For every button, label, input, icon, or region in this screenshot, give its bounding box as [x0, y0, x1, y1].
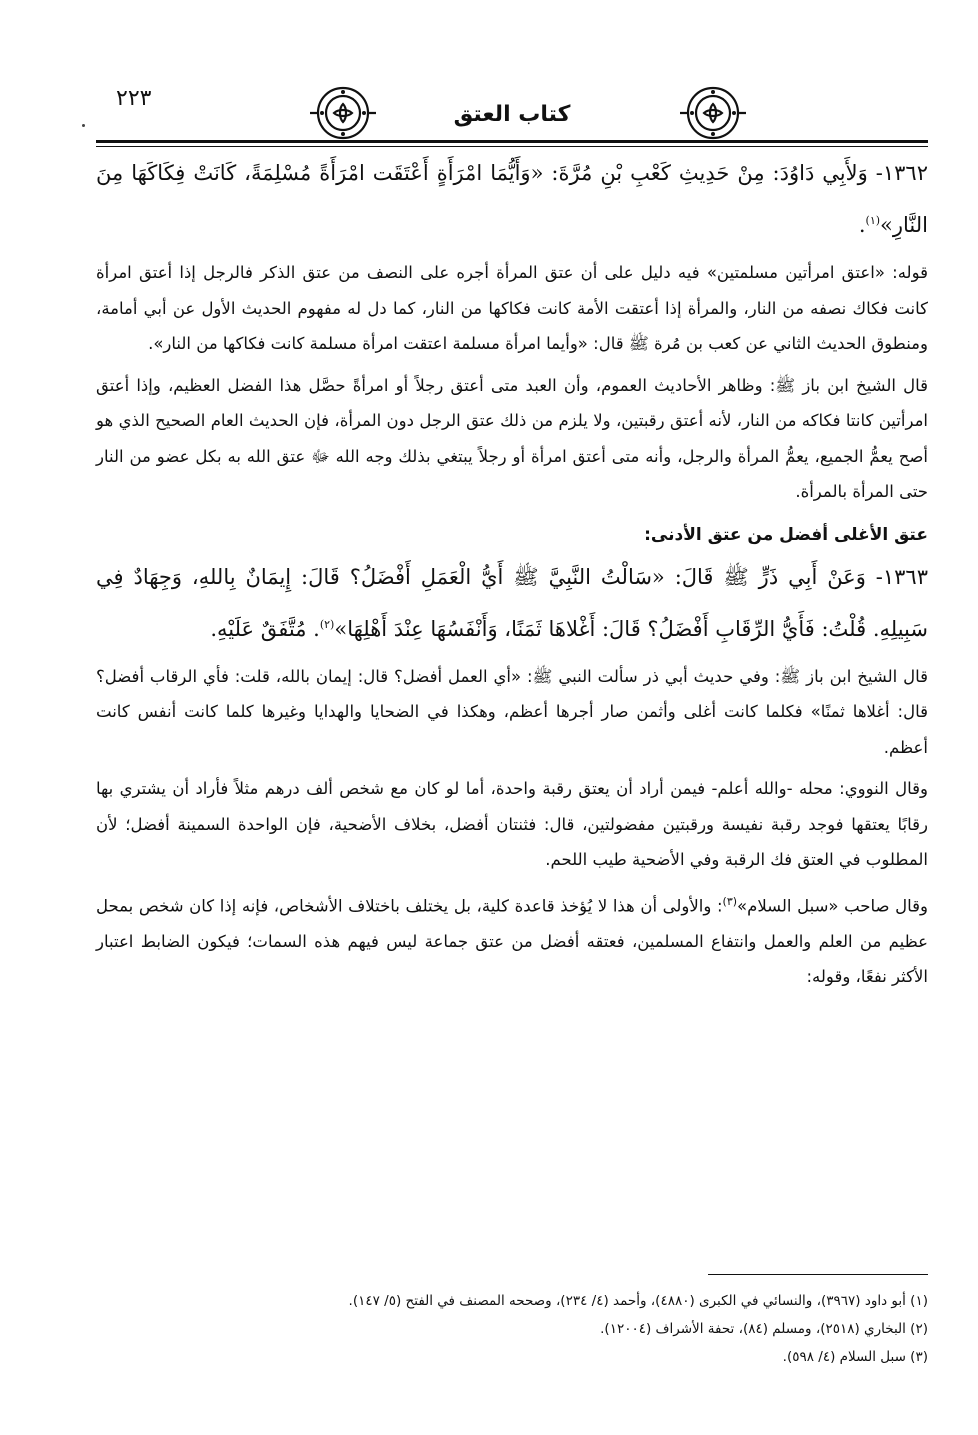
main-text: [96, 150, 928, 1001]
chapter-title: كتاب العتق: [453, 102, 571, 127]
margin-dot: [82, 124, 85, 127]
ornament-right-icon: [676, 84, 750, 142]
footnote-ref-2: (٢): [319, 617, 335, 631]
header-rule-thick: [96, 140, 928, 143]
commentary-paragraph: قوله: «اعتق امرأتين مسلمتين» فيه دليل على أن عتق المرأة أجره على النصف من عتق الذكر فالرجل إذا أعتق امرأة كانت فكاك نصفه من النار، والمرأة إذا أعتقت الأمة كانت فكاكها من النار، كما دل له مفهوم الحديث الأول عن أبي أمامة، ومنطوق الحديث الثاني عن كعب بن مُرة ﷺ قال: «وأيما امرأة مسلمة اعتقت امرأة مسلمة كانت فكاكها من النار».: [96, 263, 928, 353]
footnote-rule: [708, 1274, 928, 1275]
hadith-1362-text: ١٣٦٢- وَلأَبِي دَاوُدَ: مِنْ حَدِيثِ كَعْبِ بْنِ مُرَّةَ: «وَأَيُّمَا امْرَأَةٍ أَعْتَقَت امْرَأَةً مُسْلِمَةً، كَانَتْ فِكَاكَهَا مِنَ النَّارِ»: [96, 161, 928, 237]
footnote-ref-1: (١): [865, 214, 881, 227]
hadith-1363-text: ١٣٦٣- وَعَنْ أَبِي ذَرٍّ ﷺ قَالَ: «سَالْتُ النَّبِيَّ ﷺ أَيُّ الْعَمَلِ أَفْضَلُ؟ قَالَ: إِيمَانٌ بِاللهِ، وَجِهَادٌ فِي سَبِيلِهِ. قُلْتُ: فَأَيُّ الرِّقَابِ أَفْضَلُ؟ قَالَ: أَغْلاهَا ثَمَنًا، وَأَنْفَسُهَا عِنْدَ أَهْلِهَا»: [96, 564, 928, 641]
footnote-3: (٣) سبل السلام (٤/ ٥٩٨).: [782, 1349, 928, 1365]
running-header: [96, 80, 928, 140]
ibn-baz-paragraph-2: قال الشيخ ابن باز ﷺ: وفي حديث أبي ذر سألت النبي ﷺ: «أي العمل أفضل؟ قال: إيمان بالله، قلت: فأي الرقاب أفضل؟ قال: أغلاها ثمنًا» فكلما كانت أغلى وأثمن صار أجرها أعظم، وهكذا في الضحايا والهدايا وغيرها كلما كانت أنفس كانت أعظم.: [96, 666, 928, 757]
subul-paragraph-b: : والأولى أن هذا لا يُؤخذ قاعدة كلية، بل يختلف باختلاف الأشخاص، فإنه إذا كان شخص بمحل عظيم من العلم والعمل وانتفاع المسلمين، فعتقه أفضل من عتق جماعة ليس فيهم هذه السمات؛ فيكون الضابط اعتبار الأكثر نفعًا، وقوله:: [96, 896, 928, 986]
footnote-ref-3: (٣): [722, 894, 738, 908]
page-number: ٢٢٣: [116, 86, 152, 111]
footnote-2: (٢) البخاري (٢٥١٨)، ومسلم (٨٤)، تحفة الأشراف (١٢٠٠٤).: [600, 1321, 928, 1337]
header-rule-thin: [96, 146, 928, 147]
hadith-1362: ١٣٦٢- وَلأَبِي دَاوُدَ: مِنْ حَدِيثِ كَعْبِ بْنِ مُرَّةَ: «وَأَيُّمَا امْرَأَةٍ أَعْتَقَت امْرَأَةً مُسْلِمَةً، كَانَتْ فِكَاكَهَا مِنَ النَّارِ»$^{(١)}$.: [96, 161, 928, 237]
footnote-1: (١) أبو داود (٣٩٦٧)، والنسائي في الكبرى (٤٨٨٠)، وأحمد (٤/ ٢٣٤)، وصححه المصنف في الفتح (٥/ ١٤٧).: [348, 1293, 928, 1309]
section-heading: عتق الأغلى أفضل من عتق الأدنى:: [644, 524, 928, 545]
nawawi-paragraph: وقال النووي: محله -والله أعلم- فيمن أراد أن يعتق رقبة واحدة، أما لو كان مع شخص ألف درهم مثلاً فأراد أن يشتري بها رقابًا يعتقها فوجد رقبة نفيسة ورقبتين مفضولتين، قال: فثنتان أفضل، بخلاف الأضحية، فإن الواحدة السمينة أفضل؛ لأن المطلوب في العتق فك الرقبة وفي الأضحية طيب اللحم.: [96, 779, 928, 869]
hadith-1363: [96, 554, 928, 653]
footnotes: [96, 1274, 928, 1371]
subul-paragraph: [96, 884, 928, 995]
ibn-baz-paragraph: قال الشيخ ابن باز ﷺ: وظاهر الأحاديث العموم، وأن العبد متى أعتق رجلاً أو امرأةً حصَّل هذا الفضل العظيم، وإذا أعتق امرأتين كانتا فكاكه من النار، لأنه أعتق رقبتين، ولا يلزم من ذلك عتق الرجل دون المرأة، فإن الحديث العام الصحيح الذي هو أصح يعمُّ الجميع، يعمُّ المرأة والرجل، وأنه متى أعتق امرأة أو رجلاً يبتغي بذلك وجه الله ﷻ عتق الله به بكل عضو من النار حتى المرأة بالمرأة.: [96, 375, 928, 501]
hadith-1363-tail: . مُتَّفَقٌ عَلَيْهِ.: [210, 616, 320, 641]
page-header-area: [96, 80, 928, 140]
subul-paragraph-a: وقال صاحب «سبل السلام»: [737, 896, 928, 915]
